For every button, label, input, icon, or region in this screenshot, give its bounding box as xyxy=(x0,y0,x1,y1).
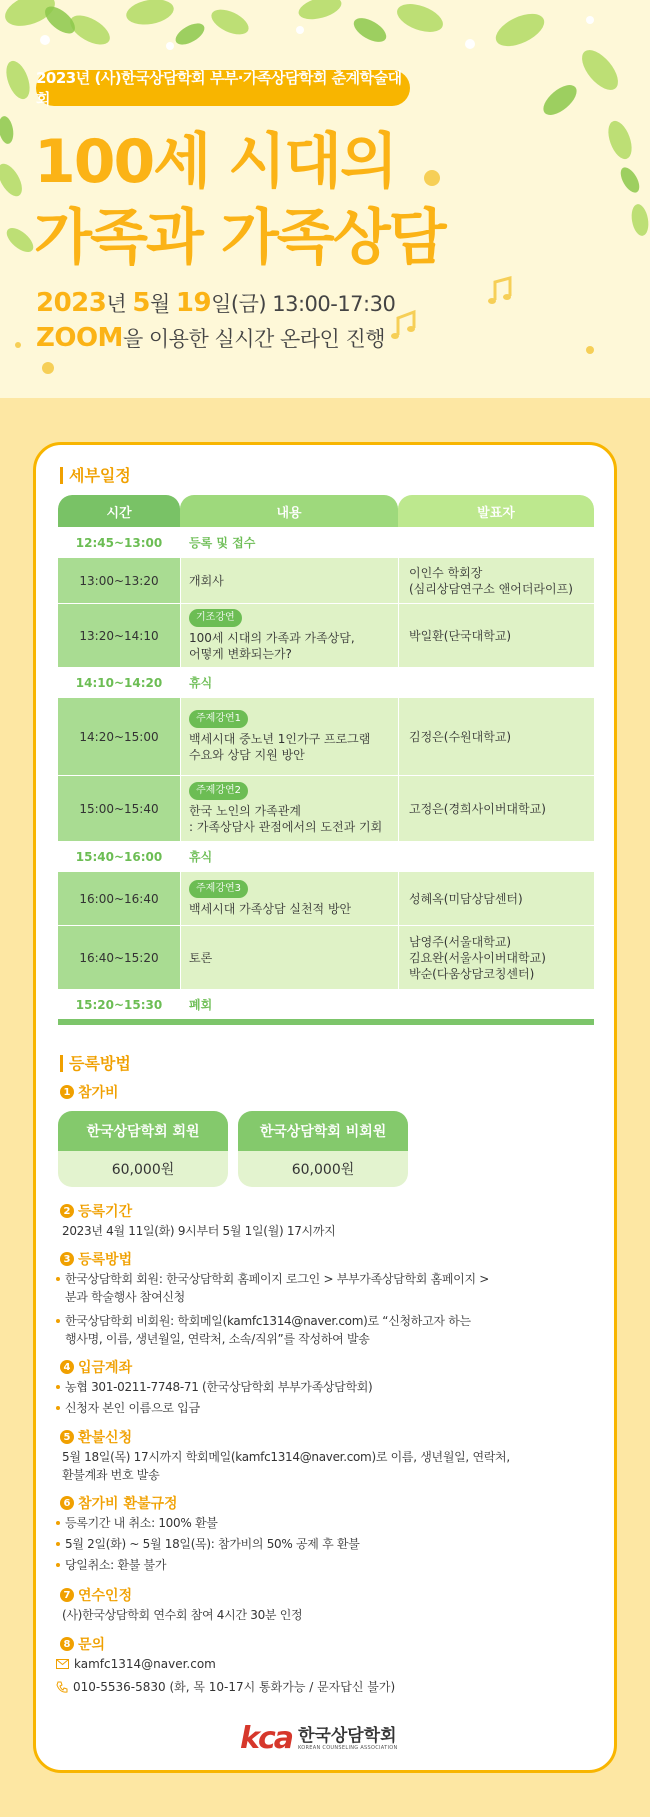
zoom-description: 을 이용한 실시간 온라인 진행 xyxy=(122,327,386,351)
table-row xyxy=(58,989,594,1019)
member-fee-label: 한국상담학회 회원 xyxy=(58,1111,228,1151)
account-heading: 4 입금계좌 xyxy=(60,1357,132,1377)
refund-rule-3: 당일취소: 환불 불가 xyxy=(56,1556,166,1574)
row-speaker xyxy=(398,776,594,841)
header-time: 시간 xyxy=(58,495,180,527)
content-line: : 가족상담사 관점에서의 도전과 기회 xyxy=(189,820,383,834)
logo-name: 한국상담학회 xyxy=(297,1725,397,1746)
inquiry-heading: 8 문의 xyxy=(60,1634,105,1654)
nonmember-fee-price: 60,000원 xyxy=(238,1151,408,1187)
row-content xyxy=(180,926,398,989)
table-row xyxy=(58,667,594,697)
row-time: 13:20~14:10 xyxy=(58,604,180,667)
row-content xyxy=(180,528,398,557)
logo-english: KOREAN COUNSELING ASSOCIATION xyxy=(297,1744,398,1751)
table-header xyxy=(58,495,594,527)
phone-icon xyxy=(56,1681,68,1693)
row-time: 14:20~15:00 xyxy=(58,698,180,775)
schedule-table xyxy=(58,495,594,1025)
table-row xyxy=(58,557,594,603)
table-row xyxy=(58,527,594,557)
speaker-line: 고정은(경희사이버대학교) xyxy=(409,801,546,816)
contact-email[interactable]: kamfc1314@naver.com xyxy=(56,1657,216,1671)
header-content: 내용 xyxy=(180,495,398,527)
row-time: 14:10~14:20 xyxy=(58,668,180,697)
event-badge: 2023년 (사)한국상담학회 부부·가족상담학회 춘계학술대회 xyxy=(36,70,410,106)
content-line: 개회사 xyxy=(189,573,224,588)
row-speaker xyxy=(398,698,594,775)
row-speaker xyxy=(398,842,594,871)
method-nonmember: 한국상담학회 비회원: 학회메일(kamfc1314@naver.com)로 “신청하고자 하는 행사명, 이름, 생년월일, 연락처, 소속/직위”를 작성하여 발송 xyxy=(56,1312,471,1348)
row-time: 15:20~15:30 xyxy=(58,990,180,1019)
speaker-line: 박일환(단국대학교) xyxy=(409,628,512,643)
row-content xyxy=(180,776,398,841)
table-row xyxy=(58,871,594,925)
content-line: 100세 시대의 가족과 가족상담, xyxy=(189,631,355,645)
row-speaker xyxy=(398,528,594,557)
contact-phone[interactable]: 010-5536-5830 (화, 목 10-17시 통화가능 / 문자답신 불가) xyxy=(56,1678,395,1695)
content-line: 수요와 상담 지원 방안 xyxy=(189,748,305,762)
account-number: 농협 301-0211-7748-71 (한국상담학회 부부가족상담학회) xyxy=(56,1378,372,1396)
refund-rule-2: 5월 2일(화) ~ 5월 18일(목): 참가비의 50% 공제 후 환불 xyxy=(56,1535,359,1553)
schedule-section-title: 세부일정 xyxy=(60,467,131,484)
refund-rule-heading: 6 참가비 환불규정 xyxy=(60,1493,178,1513)
row-content xyxy=(180,558,398,603)
content-line: 휴식 xyxy=(189,675,213,690)
row-content xyxy=(180,872,398,925)
row-speaker xyxy=(398,668,594,697)
row-time: 13:00~13:20 xyxy=(58,558,180,603)
row-time: 16:00~16:40 xyxy=(58,872,180,925)
speaker-line: (심리상담연구소 앤어더라이프) xyxy=(409,581,573,596)
nonmember-fee-label: 한국상담학회 비회원 xyxy=(238,1111,408,1151)
session-tag: 주제강연1 xyxy=(189,710,248,728)
credit-text: (사)한국상담학회 연수회 참여 4시간 30분 인정 xyxy=(62,1608,303,1622)
speaker-line: 성혜옥(미담상담센터) xyxy=(409,891,523,906)
header-speaker: 발표자 xyxy=(398,495,594,527)
row-time: 16:40~15:20 xyxy=(58,926,180,989)
content-line: 등록 및 접수 xyxy=(189,535,256,550)
content-line: 백세시대 중노년 1인가구 프로그램 xyxy=(189,732,371,746)
content-line: 한국 노인의 가족관계 xyxy=(189,804,301,818)
row-time: 15:40~16:00 xyxy=(58,842,180,871)
content-line: 폐회 xyxy=(189,997,213,1012)
method-member: 한국상담학회 회원: 한국상담학회 홈페이지 로그인 > 부부가족상담학회 홈페이지 > 분과 학술행사 참여신청 xyxy=(56,1270,489,1306)
refund-request-text: 5월 18일(목) 17시까지 학회메일(kamfc1314@naver.com)로 이름, 생년월일, 연락처, 환불계좌 번호 발송 xyxy=(62,1450,510,1482)
speaker-line: 남영주(서울대학교) xyxy=(409,934,512,949)
row-content xyxy=(180,842,398,871)
date-month: 5 xyxy=(132,288,150,318)
member-fee-box xyxy=(58,1111,228,1187)
row-content xyxy=(180,668,398,697)
session-tag: 주제강연3 xyxy=(189,880,248,898)
kca-logo xyxy=(240,1721,398,1756)
row-time: 15:00~15:40 xyxy=(58,776,180,841)
content-line: 어떻게 변화되는가? xyxy=(189,647,292,661)
credit-heading: 7 연수인정 xyxy=(60,1585,132,1605)
method-heading: 3 등록방법 xyxy=(60,1249,132,1269)
date-year: 2023 xyxy=(36,288,107,318)
row-speaker xyxy=(398,604,594,667)
content-line: 토론 xyxy=(189,950,213,965)
title-line-2: 가족과 가족상담 xyxy=(34,203,445,273)
period-text: 2023년 4월 11일(화) 9시부터 5월 1일(월) 17시까지 xyxy=(62,1224,336,1238)
member-fee-price: 60,000원 xyxy=(58,1151,228,1187)
table-row xyxy=(58,841,594,871)
row-speaker xyxy=(398,558,594,603)
title-line-1: 100세 시대의 xyxy=(34,127,396,197)
table-row xyxy=(58,775,594,841)
row-content xyxy=(180,698,398,775)
page-title xyxy=(34,124,445,276)
speaker-line: 김정은(수원대학교) xyxy=(409,729,512,744)
logo-mark: kca xyxy=(240,1721,292,1756)
speaker-line: 박순(다움상담코칭센터) xyxy=(409,966,535,981)
table-row xyxy=(58,925,594,989)
date-day: 19 xyxy=(175,288,212,318)
row-speaker xyxy=(398,872,594,925)
date-time: 일(금) 13:00-17:30 xyxy=(211,292,396,316)
zoom-label: ZOOM xyxy=(36,323,123,353)
session-tag: 기조강연 xyxy=(189,609,242,627)
account-note: 신청자 본인 이름으로 입금 xyxy=(56,1399,200,1417)
refund-request-heading: 5 환불신청 xyxy=(60,1427,132,1447)
refund-rule-1: 등록기간 내 취소: 100% 환불 xyxy=(56,1514,218,1532)
content-line: 백세시대 가족상담 실천적 방안 xyxy=(189,902,352,916)
table-body xyxy=(58,527,594,1019)
mail-icon xyxy=(56,1659,69,1669)
info-card xyxy=(33,442,617,1773)
content-line: 휴식 xyxy=(189,849,213,864)
row-content xyxy=(180,990,398,1019)
period-heading: 2 등록기간 xyxy=(60,1201,132,1221)
row-time: 12:45~13:00 xyxy=(58,528,180,557)
session-tag: 주제강연2 xyxy=(189,782,248,800)
fee-heading: 1 참가비 xyxy=(60,1082,119,1102)
row-content xyxy=(180,604,398,667)
registration-section-title: 등록방법 xyxy=(60,1055,131,1072)
event-date: 2023년 5월 19일(금) 13:00-17:30 ZOOM을 이용한 실시간 온라인 진행 xyxy=(36,288,396,353)
nonmember-fee-box xyxy=(238,1111,408,1187)
table-row xyxy=(58,697,594,775)
table-row xyxy=(58,603,594,667)
row-speaker xyxy=(398,990,594,1019)
speaker-line: 이인수 학회장 xyxy=(409,565,483,580)
row-speaker xyxy=(398,926,594,989)
speaker-line: 김요완(서울사이버대학교) xyxy=(409,950,546,965)
hero-banner xyxy=(0,0,650,398)
